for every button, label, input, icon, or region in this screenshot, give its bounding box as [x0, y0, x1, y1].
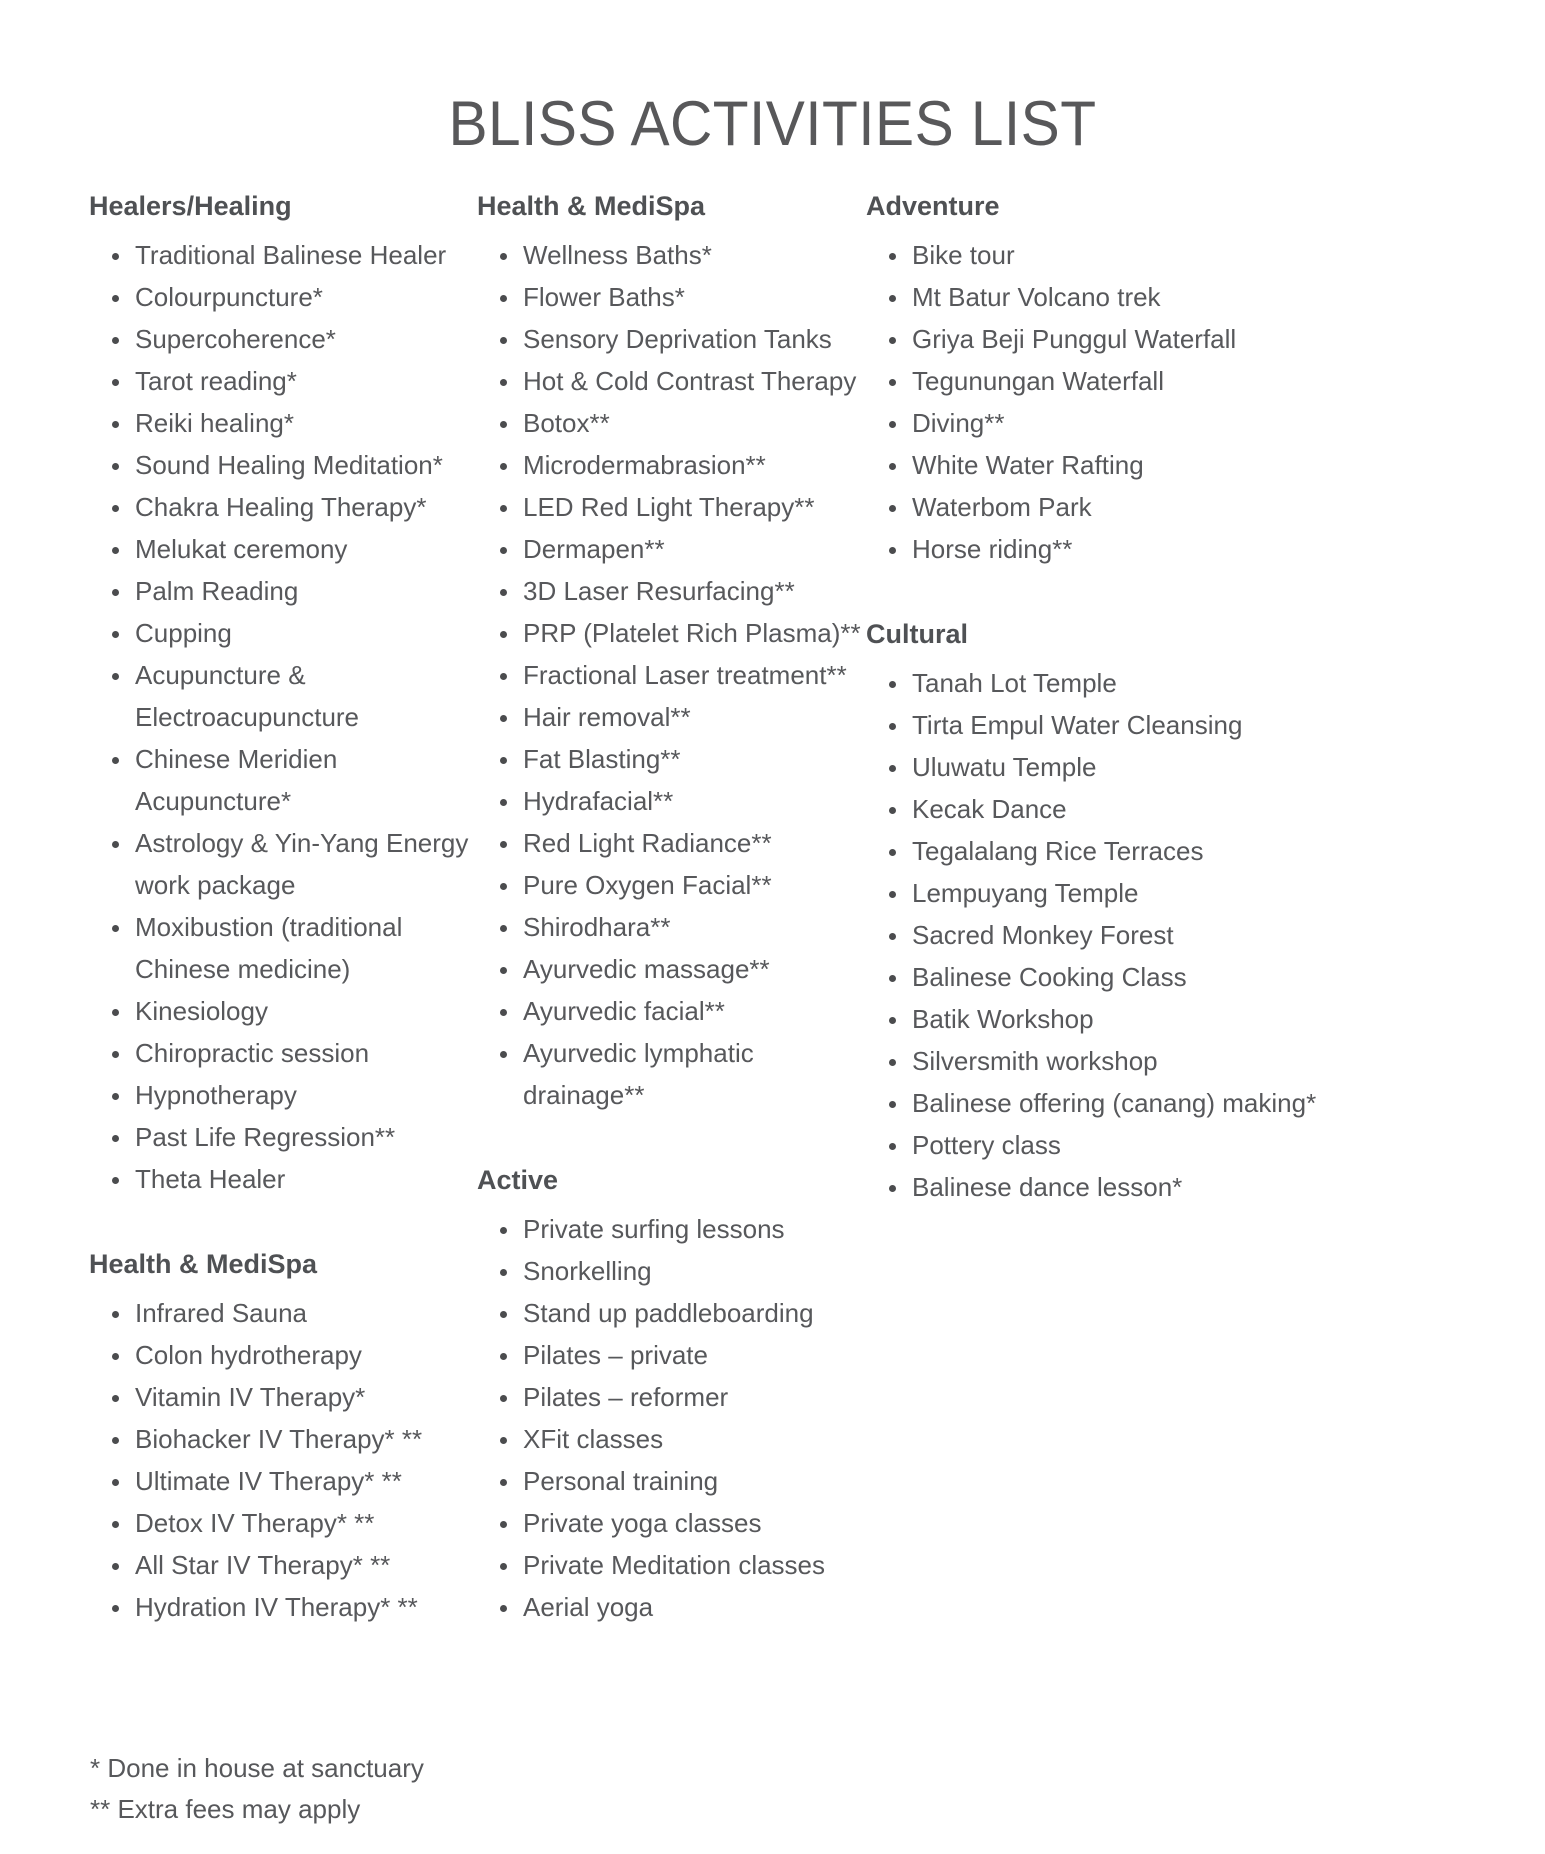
section-heading: Adventure [866, 191, 1000, 221]
list-item: • Chakra Healing Therapy* [133, 486, 481, 528]
list-item: • Reiki healing* [133, 402, 481, 444]
list-item: • Red Light Radiance** [521, 822, 869, 864]
list-item: • Astrology & Yin-Yang Energy work package [133, 822, 481, 906]
activity-list [89, 234, 481, 1200]
list-item: • Aerial yoga [521, 1586, 869, 1628]
list-item: • Flower Baths* [521, 276, 869, 318]
list-item: • Ultimate IV Therapy* ** [133, 1460, 481, 1502]
column-middle [477, 188, 869, 1628]
list-item: • Balinese offering (canang) making* [910, 1082, 1318, 1124]
footnotes [90, 1748, 424, 1830]
section-health-medispa [89, 1246, 481, 1628]
list-item: • Sacred Monkey Forest [910, 914, 1318, 956]
list-item: • Traditional Balinese Healer [133, 234, 481, 276]
list-item: • Pilates – reformer [521, 1376, 869, 1418]
list-item: • Snorkelling [521, 1250, 869, 1292]
list-item: • Hydration IV Therapy* ** [133, 1586, 481, 1628]
section-cultural [866, 616, 1318, 1208]
list-item: • Sensory Deprivation Tanks [521, 318, 869, 360]
activity-list [89, 1292, 481, 1628]
list-item: • Detox IV Therapy* ** [133, 1502, 481, 1544]
section-heading: Healers/Healing [89, 191, 292, 221]
list-item: • Silversmith workshop [910, 1040, 1318, 1082]
activity-list [477, 1208, 869, 1628]
list-item: • Waterbom Park [910, 486, 1318, 528]
list-item: • Theta Healer [133, 1158, 481, 1200]
section-heading: Active [477, 1165, 559, 1195]
list-item: • Colon hydrotherapy [133, 1334, 481, 1376]
activity-list [866, 662, 1318, 1208]
list-item: • Private surfing lessons [521, 1208, 869, 1250]
column-left [89, 188, 481, 1628]
list-item: • PRP (Platelet Rich Plasma)** [521, 612, 869, 654]
list-item: • Private yoga classes [521, 1502, 869, 1544]
section-adventure [866, 188, 1318, 570]
footnote-extra-fees: ** Extra fees may apply [90, 1794, 361, 1824]
list-item: • All Star IV Therapy* ** [133, 1544, 481, 1586]
list-item: • Supercoherence* [133, 318, 481, 360]
list-item: • Kecak Dance [910, 788, 1318, 830]
section-health-medispa [477, 188, 869, 1116]
list-item: • White Water Rafting [910, 444, 1318, 486]
list-item: • Cupping [133, 612, 481, 654]
list-item: • Shirodhara** [521, 906, 869, 948]
list-item: • Microdermabrasion** [521, 444, 869, 486]
page-title: BLISS ACTIVITIES LIST [448, 89, 1097, 160]
list-item: • Stand up paddleboarding [521, 1292, 869, 1334]
section-heading: Health & MediSpa [477, 191, 706, 221]
list-item: • Past Life Regression** [133, 1116, 481, 1158]
list-item: • Fat Blasting** [521, 738, 869, 780]
list-item: • Bike tour [910, 234, 1318, 276]
list-item: • Hydrafacial** [521, 780, 869, 822]
list-item: • Diving** [910, 402, 1318, 444]
section-active [477, 1162, 869, 1628]
list-item: • Batik Workshop [910, 998, 1318, 1040]
list-item: • Biohacker IV Therapy* ** [133, 1418, 481, 1460]
list-item: • Uluwatu Temple [910, 746, 1318, 788]
list-item: • Tanah Lot Temple [910, 662, 1318, 704]
section-heading: Health & MediSpa [89, 1249, 318, 1279]
list-item: • Hair removal** [521, 696, 869, 738]
section-heading: Cultural [866, 619, 969, 649]
list-item: • Ayurvedic massage** [521, 948, 869, 990]
list-item: • Palm Reading [133, 570, 481, 612]
list-item: • Balinese dance lesson* [910, 1166, 1318, 1208]
list-item: • Colourpuncture* [133, 276, 481, 318]
activity-list [477, 234, 869, 1116]
list-item: • Hot & Cold Contrast Therapy [521, 360, 869, 402]
list-item: • Acupuncture & Electroacupuncture [133, 654, 481, 738]
list-item: • Pilates – private [521, 1334, 869, 1376]
list-item: • Infrared Sauna [133, 1292, 481, 1334]
list-item: • Pure Oxygen Facial** [521, 864, 869, 906]
list-item: • Dermapen** [521, 528, 869, 570]
list-item: • Melukat ceremony [133, 528, 481, 570]
list-item: • Kinesiology [133, 990, 481, 1032]
list-item: • Lempuyang Temple [910, 872, 1318, 914]
list-item: • Pottery class [910, 1124, 1318, 1166]
list-item: • LED Red Light Therapy** [521, 486, 869, 528]
list-item: • Tarot reading* [133, 360, 481, 402]
footnote-in-house: * Done in house at sanctuary [90, 1753, 424, 1783]
list-item: • Tirta Empul Water Cleansing [910, 704, 1318, 746]
list-item: • Ayurvedic facial** [521, 990, 869, 1032]
list-item: • Griya Beji Punggul Waterfall [910, 318, 1318, 360]
list-item: • Personal training [521, 1460, 869, 1502]
list-item: • Hypnotherapy [133, 1074, 481, 1116]
list-item: • Sound Healing Meditation* [133, 444, 481, 486]
list-item: • Tegalalang Rice Terraces [910, 830, 1318, 872]
list-item: • Moxibustion (traditional Chinese medicine) [133, 906, 481, 990]
list-item: • Wellness Baths* [521, 234, 869, 276]
list-item: • 3D Laser Resurfacing** [521, 570, 869, 612]
list-item: • Mt Batur Volcano trek [910, 276, 1318, 318]
column-right [866, 188, 1318, 1208]
list-item: • Fractional Laser treatment** [521, 654, 869, 696]
list-item: • Botox** [521, 402, 869, 444]
list-item: • Horse riding** [910, 528, 1318, 570]
list-item: • Vitamin IV Therapy* [133, 1376, 481, 1418]
list-item: • XFit classes [521, 1418, 869, 1460]
section-healers-healing [89, 188, 481, 1200]
list-item: • Ayurvedic lymphatic drainage** [521, 1032, 869, 1116]
activity-list [866, 234, 1318, 570]
list-item: • Chinese Meridien Acupuncture* [133, 738, 481, 822]
list-item: • Private Meditation classes [521, 1544, 869, 1586]
list-item: • Tegunungan Waterfall [910, 360, 1318, 402]
list-item: • Balinese Cooking Class [910, 956, 1318, 998]
list-item: • Chiropractic session [133, 1032, 481, 1074]
